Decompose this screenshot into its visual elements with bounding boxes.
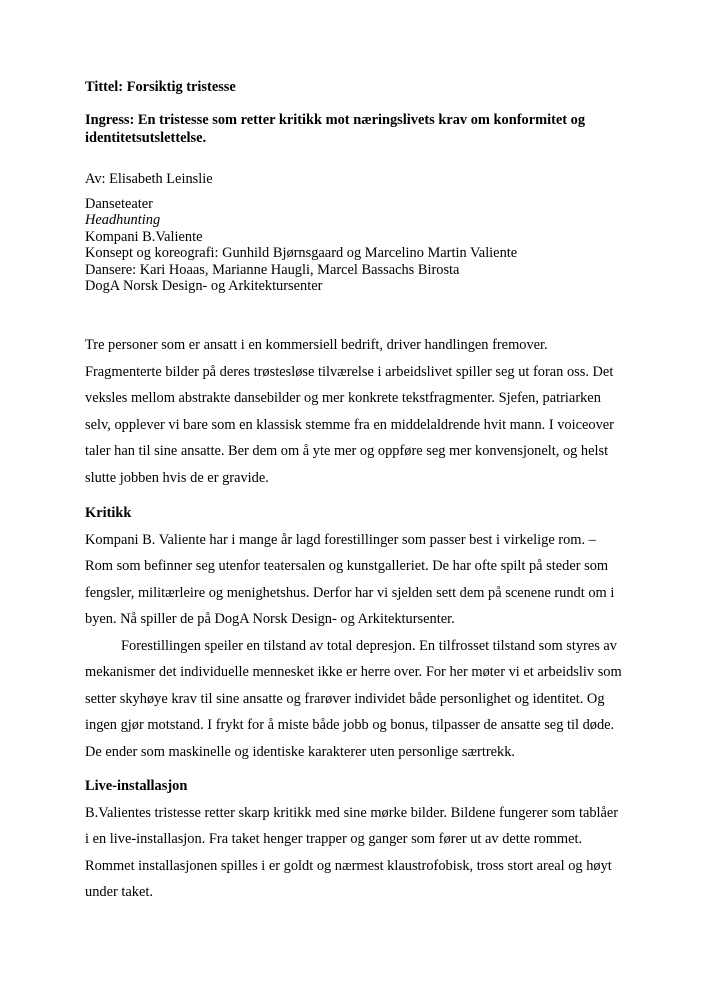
section-heading-kritikk: Kritikk [85, 505, 132, 522]
section-paragraph: Forestillingen speiler en tilstand av total depresjon. En tilfrosset tilstand som styres av mekanismer det individuelle mennesket ikke er herre over. For her møter vi et arbeidsliv som setter skyhøye krav til sine ansatte og frarøver individet både personlighet og identitet. Og ingen gjør motstand. I frykt for å miste både jobb og bonus, tilpasser de ansatte seg til døde. De ender som maskinelle og identiske karakterer uten personlige særtrekk. [85, 637, 622, 760]
section-kritikk [85, 500, 625, 765]
ingress: Ingress: En tristesse som retter kritikk mot næringslivets krav om konformitet og identitetsutslettelse. [85, 112, 586, 146]
byline: Av: Elisabeth Leinslie [85, 171, 213, 187]
document-title: Tittel: Forsiktig tristesse [85, 79, 236, 95]
section-paragraph: B.Valientes tristesse retter skarp kritikk med sine mørke bilder. Bildene fungerer som tablåer i en live-installasjon. Fra taket henger trapper og ganger som fører ut av dette rommet. Rommet installasjonen spilles i er goldt og nærmest klaustrofobisk, tross stort areal og høyt under taket. [85, 804, 619, 901]
section-live-installasjon [85, 773, 625, 906]
credit-genre: Danseteater [85, 196, 153, 212]
intro-paragraph: Tre personer som er ansatt i en kommersiell bedrift, driver handlingen fremover. Fragmenterte bilder på deres trøstesløse tilværelse i arbeidslivet spiller seg ut foran oss. Det veksles mellom abstrakte dansebilder og mer konkrete tekstfragmenter. Sjefen, patriarken selv, opplever vi bare som en klassisk stemme fra en middelaldrende hvit mann. I voiceover taler han til sine ansatte. Ber dem om å yte mer og oppføre seg mer konvensjonelt, og helst slutte jobben hvis de er gravide. [85, 337, 614, 486]
credit-dancers: Dansere: Kari Hoaas, Marianne Haugli, Marcel Bassachs Birosta [85, 261, 460, 278]
production-credits [85, 196, 625, 294]
credit-work-title: Headhunting [85, 212, 161, 229]
section-paragraph: Kompani B. Valiente har i mange år lagd forestillinger som passer best i virkelige rom. – Rom som befinner seg utenfor teatersalen og kunstgalleriet. De har ofte spilt på steder som fengsler, militærleire og menighetshus. Derfor har vi sjelden sett dem på scenene rundt om i byen. Nå spiller de på DogA Norsk Design- og Arkitektursenter. [85, 531, 615, 628]
section-heading-live-installasjon: Live-installasjon [85, 778, 188, 795]
credit-company: Kompani B.Valiente [85, 228, 203, 245]
credit-venue: DogA Norsk Design- og Arkitektursenter [85, 278, 323, 295]
credit-concept: Konsept og koreografi: Gunhild Bjørnsgaard og Marcelino Martin Valiente [85, 245, 518, 262]
